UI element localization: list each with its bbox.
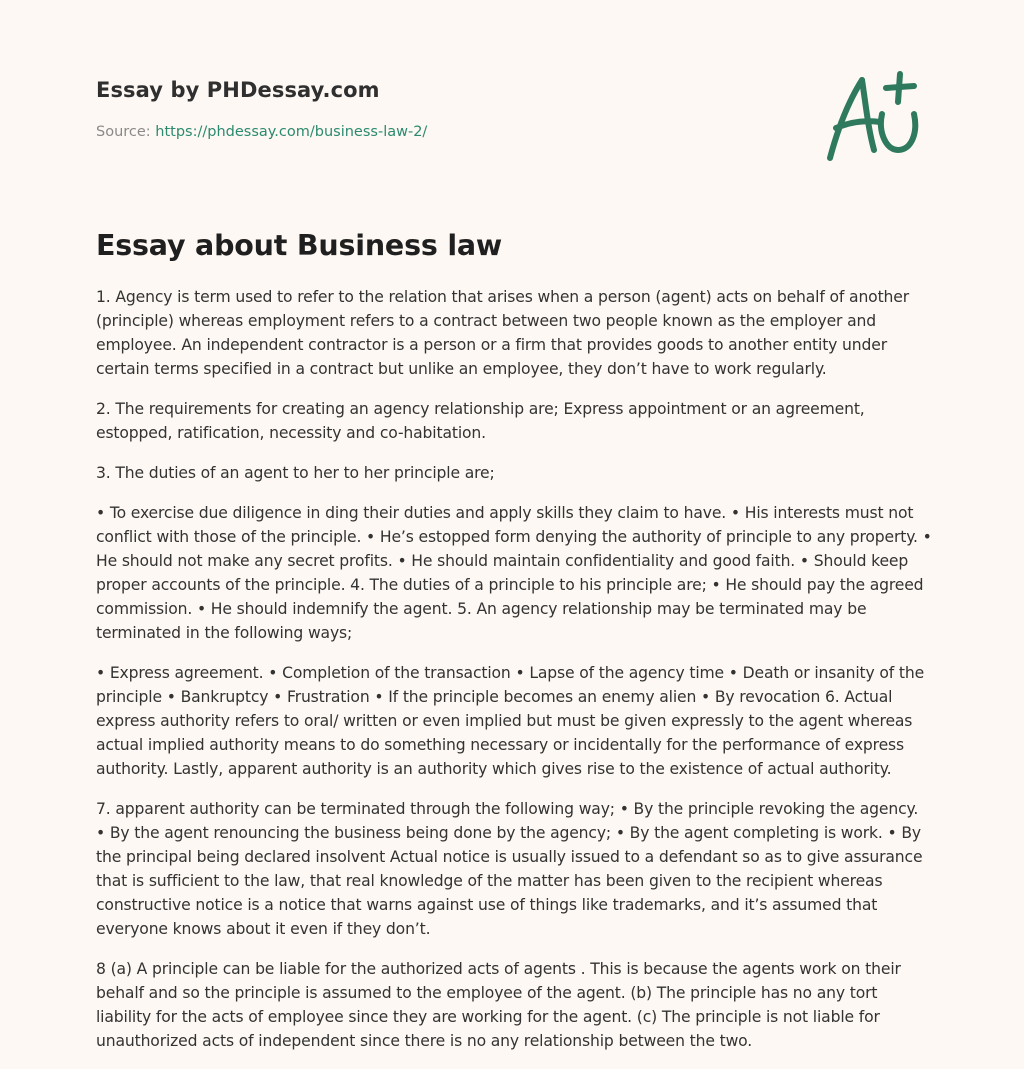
essay-body (96, 285, 932, 1069)
essay-title: Essay about Business law (96, 229, 503, 262)
essay-paragraph: 8 (a) A principle can be liable for the authorized acts of agents . This is because the agents work on their behalf and so the principle is assumed to the employee of the agent. (b) The principle has no any tort liability for the acts of employee since they are working for the agent. (c) The principle is not liable for unauthorized acts of independent since there is no any relationship between the two. (96, 960, 901, 1050)
a-plus-grade-icon (818, 66, 928, 166)
page-header (96, 70, 796, 143)
essay-paragraph: • To exercise due diligence in ding their duties and apply skills they claim to have. • His interests must not conflict with those of the principle. • He’s estopped form denying the authority of principle to any property. • He should not make any secret profits. • He should maintain confidentiality and good faith. • Should keep proper accounts of the principle. 4. The duties of a principle to his principle are; • He should pay the agreed commission. • He should indemnify the agent. 5. An agency relationship may be terminated may be terminated in the following ways; (96, 504, 932, 642)
essay-paragraph: 2. The requirements for creating an agency relationship are; Express appointment or an agreement, estopped, ratification, necessity and co-habitation. (96, 400, 865, 442)
source-label: Source: (96, 124, 156, 140)
essay-paragraph: 3. The duties of an agent to her to her principle are; (96, 464, 495, 482)
source-line (96, 121, 796, 143)
a-plus-grade-svg (818, 66, 928, 166)
essay-paragraph: 7. apparent authority can be terminated through the following way; • By the principle revoking the agency. • By the agent renouncing the business being done by the agency; • By the agent completing is work. • By the principal being declared insolvent Actual notice is usually issued to a defendant so as to give assurance that is sufficient to the law, that real knowledge of the matter has been given to the recipient whereas constructive notice is a notice that warns against use of things like trademarks, and it’s assumed that everyone knows about it even if they don’t. (96, 800, 923, 938)
site-title: Essay by PHDessay.com (96, 78, 380, 102)
essay-paragraph: 1. Agency is term used to refer to the relation that arises when a person (agent) acts on behalf of another (principle) whereas employment refers to a contract between two people known as the employer and employee. An independent contractor is a person or a firm that provides goods to another entity under certain terms specified in a contract but unlike an employee, they don’t have to work regularly. (96, 288, 909, 378)
essay-paragraph: • Express agreement. • Completion of the transaction • Lapse of the agency time • Death or insanity of the principle • Bankruptcy • Frustration • If the principle becomes an enemy alien • By revocation 6. Actual express authority refers to oral/ written or even implied but must be given expressly to the agent whereas actual implied authority means to do something necessary or incidentally for the performance of express authority. Lastly, apparent authority is an authority which gives rise to the existence of actual authority. (96, 664, 925, 778)
source-link[interactable]: https://phdessay.com/business-law-2/ (155, 124, 428, 140)
